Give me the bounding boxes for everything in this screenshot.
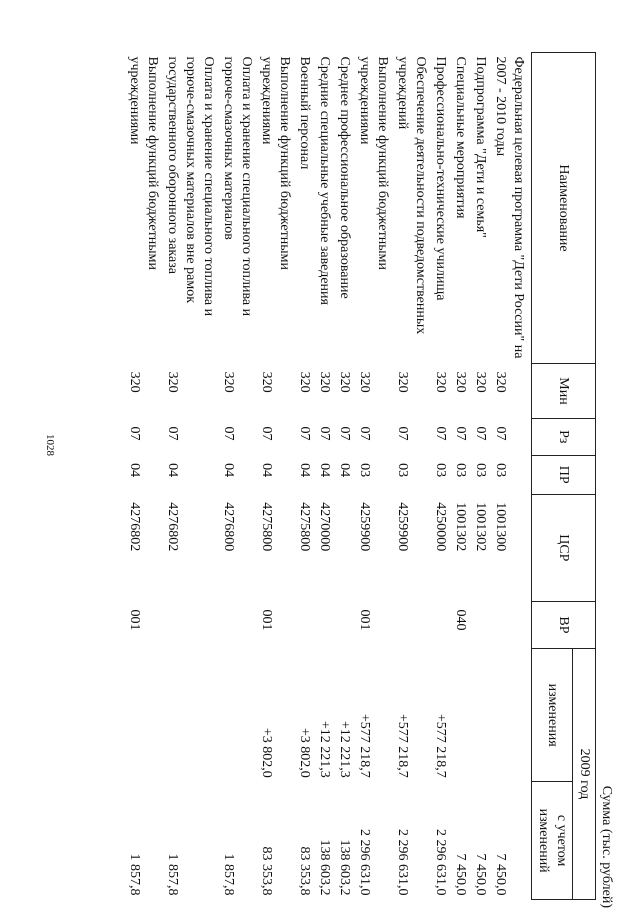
header-year: 2009 год (573, 648, 596, 899)
cell-total: 1 857,8 (127, 853, 142, 896)
table-caption: Сумма (тыс. рублей) (599, 785, 614, 908)
cell-total: 83 353,8 (259, 846, 274, 896)
cell-min: 320 (453, 371, 468, 393)
cell-chg (490, 648, 532, 781)
table-row (392, 53, 430, 900)
table-row (124, 53, 162, 900)
cell-name: Профессионально-технические училища (433, 56, 448, 301)
cell-rz: 07 (221, 426, 236, 441)
cell-rz: 07 (259, 426, 274, 441)
cell-rz: 07 (357, 426, 372, 441)
table-row (314, 53, 334, 900)
cell-total: 1 857,8 (165, 853, 180, 896)
cell-min: 320 (395, 371, 410, 393)
cell-pr: 04 (337, 463, 352, 478)
cell-chg (162, 648, 218, 781)
cell-name: Средние специальные учебные заведения (317, 56, 332, 305)
cell-vr: 001 (357, 609, 372, 631)
cell-total: 2 296 631,0 (357, 829, 372, 896)
table-row (490, 53, 532, 900)
cell-min: 320 (433, 371, 448, 393)
cell-total: 2 296 631,0 (395, 829, 410, 896)
cell-name: Выполнение функций бюджетными учреждениями (357, 56, 390, 270)
cell-chg: +3 802,0 (297, 727, 312, 778)
table-row (450, 53, 470, 900)
cell-pr: 04 (165, 463, 180, 478)
cell-name: Выполнение функций бюджетными учреждениями (127, 56, 160, 270)
cell-vr (470, 601, 490, 648)
cell-min: 320 (221, 371, 236, 393)
cell-pr: 03 (453, 463, 468, 478)
cell-total: 138 603,2 (337, 839, 352, 896)
cell-pr: 03 (473, 463, 488, 478)
cell-total: 7 450,0 (473, 853, 488, 896)
cell-chg (124, 648, 162, 781)
cell-vr (162, 601, 218, 648)
cell-pr: 04 (297, 463, 312, 478)
cell-chg: +577 218,7 (433, 713, 448, 778)
cell-csr: 4276802 (165, 502, 180, 552)
cell-csr: 4270000 (317, 502, 332, 552)
header-pr: ПР (532, 455, 596, 494)
cell-vr: 040 (453, 609, 468, 631)
cell-chg (450, 648, 470, 781)
cell-chg: +3 802,0 (259, 727, 274, 778)
cell-rz: 07 (433, 426, 448, 441)
cell-chg: +12 221,3 (337, 720, 352, 778)
cell-min: 320 (493, 371, 508, 393)
budget-table (124, 52, 596, 900)
cell-chg: +12 221,3 (317, 720, 332, 778)
cell-vr: 001 (127, 609, 142, 631)
cell-pr: 03 (493, 463, 508, 478)
cell-total: 1 857,8 (221, 853, 236, 896)
cell-csr: 1001302 (453, 502, 468, 552)
cell-csr: 1001302 (473, 502, 488, 552)
cell-pr: 04 (259, 463, 274, 478)
header-with-changes: с учетом изменений (532, 782, 573, 900)
cell-csr: 4259900 (357, 502, 372, 552)
cell-name: Обеспечение деятельности подведомственных учреждений (395, 56, 428, 335)
cell-csr: 1001300 (493, 502, 508, 552)
table-row (354, 53, 392, 900)
cell-rz: 07 (297, 426, 312, 441)
cell-vr (294, 601, 314, 648)
cell-rz: 07 (317, 426, 332, 441)
cell-rz: 07 (493, 426, 508, 441)
cell-csr: 4275800 (259, 502, 274, 552)
header-name: Наименование (532, 53, 596, 364)
cell-rz: 07 (337, 426, 352, 441)
cell-min: 320 (297, 371, 312, 393)
cell-total: 138 603,2 (317, 839, 332, 896)
cell-min: 320 (317, 371, 332, 393)
cell-rz: 07 (473, 426, 488, 441)
cell-pr: 04 (127, 463, 142, 478)
cell-csr: 4276802 (127, 502, 142, 552)
table-row (162, 53, 218, 900)
cell-name: Федеральная целевая программа "Дети России" на 2007 - 2010 годы (493, 56, 526, 359)
cell-chg: +577 218,7 (357, 713, 372, 778)
cell-total: 83 353,8 (297, 846, 312, 896)
cell-name: Специальные мероприятия (453, 56, 468, 219)
cell-rz: 07 (395, 426, 410, 441)
cell-chg: +577 218,7 (395, 713, 410, 778)
cell-min: 320 (473, 371, 488, 393)
cell-vr: 001 (259, 609, 274, 631)
header-vr: ВР (532, 601, 596, 648)
rotated-page (16, 52, 616, 912)
cell-csr (334, 494, 354, 601)
cell-csr: 4275800 (297, 502, 312, 552)
table-row (256, 53, 294, 900)
cell-rz: 07 (453, 426, 468, 441)
cell-min: 320 (259, 371, 274, 393)
cell-name: Подпрограмма "Дети и семья" (473, 56, 488, 238)
header-rz: Рз (532, 418, 596, 455)
table-row (470, 53, 490, 900)
cell-pr: 03 (357, 463, 372, 478)
cell-rz: 07 (165, 426, 180, 441)
cell-name: Выполнение функций бюджетными учреждениями (259, 56, 292, 270)
cell-vr (334, 601, 354, 648)
cell-vr (430, 601, 450, 648)
cell-csr: 4250000 (433, 502, 448, 552)
table-row (294, 53, 314, 900)
cell-vr (490, 601, 532, 648)
cell-vr (218, 601, 256, 648)
cell-min: 320 (127, 371, 142, 393)
table-row (218, 53, 256, 900)
cell-total: 7 450,0 (493, 853, 508, 896)
cell-min: 320 (337, 371, 352, 393)
cell-min: 320 (165, 371, 180, 393)
cell-pr: 03 (395, 463, 410, 478)
cell-chg (218, 648, 256, 781)
cell-name: Оплата и хранение специального топлива и горюче-смазочных материалов вне рамок государственного оборонного заказа (165, 56, 216, 317)
cell-min: 320 (357, 371, 372, 393)
cell-total: 7 450,0 (453, 853, 468, 896)
table-body (124, 53, 532, 900)
cell-name: Среднее профессиональное образование (337, 56, 352, 299)
header-changes: изменения (532, 648, 573, 781)
cell-name: Военный персонал (297, 56, 312, 170)
header-min: Мин (532, 364, 596, 419)
cell-rz: 07 (127, 426, 142, 441)
header-row-top (573, 53, 596, 900)
cell-total: 2 296 631,0 (433, 829, 448, 896)
cell-vr (314, 601, 334, 648)
table-row (430, 53, 450, 900)
cell-pr: 04 (221, 463, 236, 478)
cell-pr: 03 (433, 463, 448, 478)
table-row (334, 53, 354, 900)
cell-vr (392, 601, 430, 648)
page-number: 1028 (44, 434, 56, 456)
cell-pr: 04 (317, 463, 332, 478)
cell-chg (470, 648, 490, 781)
cell-csr: 4259900 (395, 502, 410, 552)
cell-name: Оплата и хранение специального топлива и горюче-смазочных материалов (221, 56, 254, 317)
cell-csr: 4276800 (221, 502, 236, 552)
header-csr: ЦСР (532, 494, 596, 601)
